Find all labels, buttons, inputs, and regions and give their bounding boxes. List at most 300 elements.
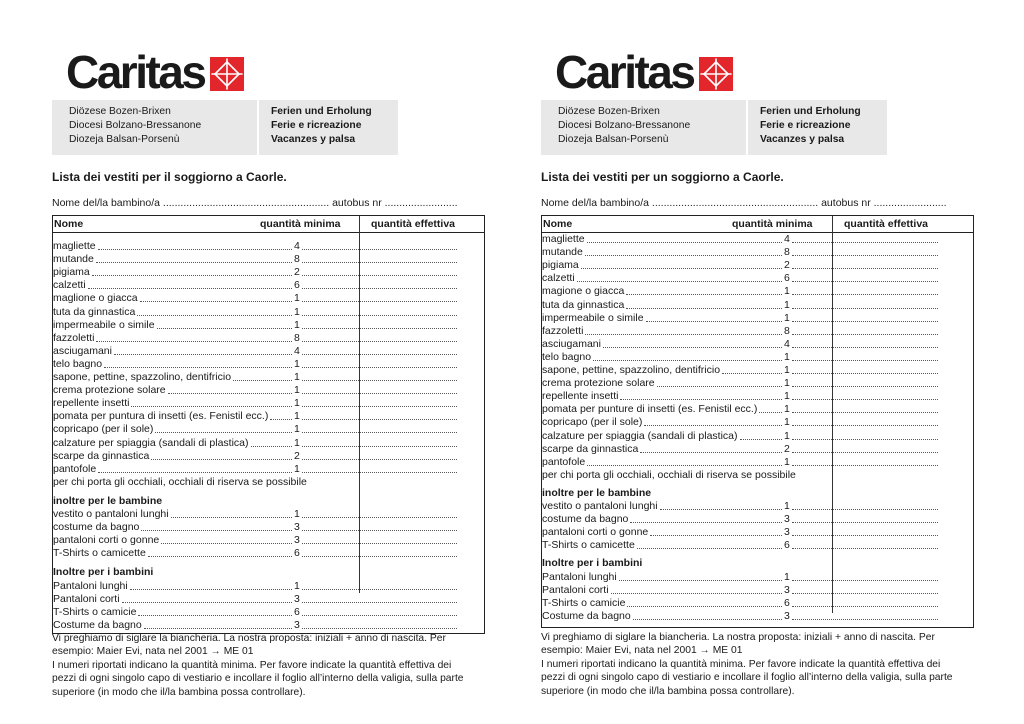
footer-note bbox=[52, 632, 492, 699]
min-qty: 4 bbox=[294, 344, 300, 357]
min-qty: 6 bbox=[294, 279, 300, 292]
dot-leader bbox=[137, 315, 292, 316]
min-qty: 6 bbox=[784, 539, 790, 552]
dot-leader bbox=[593, 360, 782, 361]
list-item bbox=[542, 500, 973, 513]
actual-qty-field[interactable] bbox=[302, 341, 457, 342]
dot-leader bbox=[646, 321, 782, 322]
item-name: pantofole bbox=[542, 455, 586, 468]
dot-leader bbox=[587, 465, 782, 466]
min-qty: 1 bbox=[784, 390, 790, 403]
department-name-it: Ferie e ricreazione bbox=[271, 120, 362, 131]
actual-qty-field[interactable] bbox=[792, 606, 938, 607]
section-boys: Inoltre per i bambini bbox=[542, 557, 643, 570]
min-qty: 3 bbox=[294, 521, 300, 534]
footer-line bbox=[541, 644, 981, 657]
actual-qty-field[interactable] bbox=[792, 522, 938, 523]
actual-qty-field[interactable] bbox=[792, 439, 938, 440]
dot-leader bbox=[131, 406, 292, 407]
item-name: telo bagno bbox=[53, 357, 103, 370]
list-item bbox=[53, 266, 484, 279]
actual-qty-field[interactable] bbox=[302, 262, 457, 263]
diocese-name-lad: Diozeja Balsan-Porsenù bbox=[69, 134, 180, 145]
actual-qty-field[interactable] bbox=[302, 459, 457, 460]
dot-leader bbox=[168, 393, 292, 394]
caritas-cross-icon bbox=[210, 57, 244, 91]
actual-qty-field[interactable] bbox=[792, 425, 938, 426]
min-qty: 3 bbox=[784, 583, 790, 596]
actual-qty-field[interactable] bbox=[302, 315, 457, 316]
footer-example: esempio: Maier Evi, nata nel 2001 bbox=[541, 645, 700, 657]
column-name: Nome bbox=[543, 218, 573, 230]
dot-leader bbox=[633, 619, 782, 620]
column-name: Nome bbox=[54, 218, 84, 230]
dot-leader bbox=[740, 439, 782, 440]
dot-leader bbox=[626, 308, 782, 309]
item-name: Pantaloni corti bbox=[542, 583, 609, 596]
actual-qty-field[interactable] bbox=[792, 386, 938, 387]
column-min-qty: quantità minima bbox=[260, 218, 341, 230]
item-name: asciugamani bbox=[542, 337, 601, 350]
min-qty: 1 bbox=[784, 377, 790, 390]
dot-leader bbox=[657, 386, 782, 387]
item-name: magliette bbox=[542, 233, 585, 245]
item-name: crema protezione solare bbox=[53, 384, 166, 397]
diocese-name-it: Diocesi Bolzano-Bressanone bbox=[69, 120, 202, 131]
item-name: maglione o giacca bbox=[53, 292, 138, 305]
dot-leader bbox=[96, 262, 292, 263]
dot-leader bbox=[587, 242, 782, 243]
diocese-name-de: Diözese Bozen-Brixen bbox=[69, 106, 171, 117]
min-qty: 2 bbox=[784, 442, 790, 455]
arrow-icon: → bbox=[699, 645, 710, 657]
diocese-header bbox=[541, 100, 887, 155]
min-qty: 4 bbox=[294, 240, 300, 252]
dot-leader bbox=[626, 294, 782, 295]
dot-leader bbox=[722, 373, 782, 374]
list-item bbox=[53, 547, 484, 560]
min-qty: 1 bbox=[294, 305, 300, 318]
actual-qty-field[interactable] bbox=[792, 360, 938, 361]
clothing-table bbox=[541, 215, 974, 628]
actual-qty-field[interactable] bbox=[792, 452, 938, 453]
item-name: T-Shirts o camicie bbox=[53, 605, 137, 618]
list-item bbox=[542, 416, 973, 429]
actual-qty-field[interactable] bbox=[792, 580, 938, 581]
footer-line: pezzi di ogni singolo capo di vestiario e incollare il foglio all’interno della valigia, sulla parte bbox=[541, 672, 953, 684]
min-qty: 4 bbox=[784, 233, 790, 245]
list-item bbox=[542, 351, 973, 364]
item-name: pantaloni corti o gonne bbox=[542, 526, 649, 539]
item-name: costume da bagno bbox=[53, 521, 140, 534]
min-qty: 8 bbox=[294, 253, 300, 266]
list-item bbox=[53, 463, 484, 476]
actual-qty-field[interactable] bbox=[302, 419, 457, 420]
list-item bbox=[542, 299, 973, 312]
list-item bbox=[53, 358, 484, 371]
min-qty: 1 bbox=[784, 298, 790, 311]
min-qty: 1 bbox=[784, 403, 790, 416]
min-qty: 3 bbox=[294, 592, 300, 605]
list-item bbox=[542, 597, 973, 610]
list-item bbox=[53, 292, 484, 305]
footer-line: superiore (in modo che il/la bambina possa controllare). bbox=[52, 686, 306, 698]
actual-qty-field[interactable] bbox=[792, 619, 938, 620]
dot-leader bbox=[611, 593, 782, 594]
actual-qty-field[interactable] bbox=[792, 373, 938, 374]
dot-leader bbox=[157, 328, 292, 329]
right-panel bbox=[541, 0, 981, 724]
min-qty: 1 bbox=[784, 455, 790, 468]
item-name: mutande bbox=[53, 253, 94, 266]
item-name: pantaloni corti o gonne bbox=[53, 534, 160, 547]
left-panel bbox=[52, 0, 492, 724]
department-name-lad: Vacanzes y palsa bbox=[760, 134, 845, 145]
list-item bbox=[542, 443, 973, 456]
caritas-logo bbox=[66, 46, 244, 98]
min-qty: 3 bbox=[784, 526, 790, 539]
min-qty: 1 bbox=[784, 429, 790, 442]
item-name: fazzoletti bbox=[542, 324, 584, 337]
diocese-header bbox=[52, 100, 398, 155]
list-item bbox=[542, 526, 973, 539]
actual-qty-field[interactable] bbox=[302, 301, 457, 302]
actual-qty-field[interactable] bbox=[302, 328, 457, 329]
item-name: scarpe da ginnastica bbox=[53, 449, 150, 462]
diocese-name-lad: Diozeja Balsan-Porsenù bbox=[558, 134, 669, 145]
actual-qty-field[interactable] bbox=[792, 281, 938, 282]
dot-leader bbox=[155, 432, 292, 433]
footer-line: I numeri riportati indicano la quantità minima. Per favore indicate la quantità effettiva dei bbox=[541, 658, 941, 670]
list-item bbox=[53, 423, 484, 436]
dot-leader bbox=[88, 288, 292, 289]
footer-note bbox=[541, 631, 981, 698]
caritas-cross-icon bbox=[699, 57, 733, 91]
actual-qty-field[interactable] bbox=[302, 602, 457, 603]
min-qty: 1 bbox=[784, 570, 790, 583]
actual-qty-field[interactable] bbox=[302, 380, 457, 381]
dot-leader bbox=[92, 275, 292, 276]
dot-leader bbox=[620, 399, 782, 400]
dot-leader bbox=[114, 354, 292, 355]
list-item bbox=[542, 325, 973, 338]
item-name: repellente insetti bbox=[542, 390, 619, 403]
min-qty: 8 bbox=[294, 331, 300, 344]
list-title: Lista dei vestiti per il soggiorno a Caorle. bbox=[52, 170, 287, 184]
min-qty: 1 bbox=[294, 357, 300, 370]
list-item bbox=[542, 571, 973, 584]
child-name-field: Nome del/la bambino/a ......................................................... autobus nr ......................... bbox=[52, 197, 458, 209]
list-item bbox=[53, 384, 484, 397]
list-item bbox=[542, 390, 973, 403]
item-name: Pantaloni corti bbox=[53, 592, 120, 605]
list-item bbox=[53, 606, 484, 619]
item-name: vestito o pantaloni lunghi bbox=[53, 508, 169, 520]
column-actual-qty: quantità effettiva bbox=[371, 218, 456, 230]
dot-leader bbox=[122, 602, 292, 603]
min-qty: 1 bbox=[784, 350, 790, 363]
footer-line: Vi preghiamo di siglare la biancheria. La nostra proposta: iniziali + anno di nascita. Per bbox=[541, 632, 935, 643]
dot-leader bbox=[251, 446, 292, 447]
min-qty: 1 bbox=[294, 508, 300, 520]
item-name: Costume da bagno bbox=[53, 618, 142, 631]
actual-qty-field[interactable] bbox=[302, 543, 457, 544]
item-name: pigiama bbox=[542, 259, 579, 272]
item-name: Pantaloni lunghi bbox=[542, 570, 617, 583]
actual-qty-field[interactable] bbox=[302, 472, 457, 473]
item-name: calzetti bbox=[542, 272, 575, 285]
glasses-note: per chi porta gli occhiali, occhiali di riserva se possibile bbox=[542, 468, 796, 481]
item-name: telo bagno bbox=[542, 350, 592, 363]
min-qty: 3 bbox=[784, 513, 790, 526]
list-item bbox=[53, 450, 484, 463]
dot-leader bbox=[577, 281, 782, 282]
actual-qty-field[interactable] bbox=[792, 334, 938, 335]
section-boys: Inoltre per i bambini bbox=[53, 566, 154, 579]
list-item bbox=[53, 521, 484, 534]
item-name: tuta da ginnastica bbox=[542, 298, 625, 311]
actual-qty-field[interactable] bbox=[302, 432, 457, 433]
list-item bbox=[542, 377, 973, 390]
item-name: tuta da ginnastica bbox=[53, 305, 136, 318]
min-qty: 1 bbox=[784, 364, 790, 376]
actual-qty-field[interactable] bbox=[792, 255, 938, 256]
footer-line: Vi preghiamo di siglare la biancheria. La nostra proposta: iniziali + anno di nascita. Per bbox=[52, 633, 446, 644]
dot-leader bbox=[619, 580, 782, 581]
item-name: impermeabile o simile bbox=[53, 318, 155, 331]
list-item bbox=[542, 259, 973, 272]
dot-leader bbox=[660, 509, 782, 510]
dot-leader bbox=[161, 543, 292, 544]
list-item bbox=[542, 610, 973, 623]
item-name: pomata per puntura di insetti (es. Fenistil ecc.) bbox=[53, 410, 269, 423]
min-qty: 8 bbox=[784, 324, 790, 337]
min-qty: 1 bbox=[784, 500, 790, 512]
list-item bbox=[542, 233, 973, 246]
actual-qty-field[interactable] bbox=[792, 412, 938, 413]
dot-leader bbox=[140, 301, 292, 302]
min-qty: 4 bbox=[784, 337, 790, 350]
min-qty: 1 bbox=[294, 579, 300, 592]
dot-leader bbox=[650, 535, 782, 536]
dot-leader bbox=[151, 459, 292, 460]
dot-leader bbox=[640, 452, 782, 453]
section-girls: inoltre per le bambine bbox=[542, 486, 652, 499]
actual-qty-field[interactable] bbox=[302, 615, 457, 616]
actual-qty-field[interactable] bbox=[302, 288, 457, 289]
dot-leader bbox=[104, 367, 292, 368]
column-min-qty: quantità minima bbox=[732, 218, 813, 230]
list-item bbox=[53, 410, 484, 423]
dot-leader bbox=[96, 341, 292, 342]
item-name: asciugamani bbox=[53, 344, 112, 357]
item-name: sapone, pettine, spazzolino, dentifricio bbox=[53, 371, 232, 383]
dot-leader bbox=[627, 606, 782, 607]
department-names bbox=[748, 100, 861, 155]
actual-qty-field[interactable] bbox=[302, 406, 457, 407]
min-qty: 2 bbox=[294, 266, 300, 279]
item-name: vestito o pantaloni lunghi bbox=[542, 500, 658, 512]
item-name: Costume da bagno bbox=[542, 609, 631, 622]
actual-qty-field[interactable] bbox=[302, 556, 457, 557]
actual-qty-field[interactable] bbox=[792, 509, 938, 510]
min-qty: 2 bbox=[784, 259, 790, 272]
min-qty: 6 bbox=[294, 605, 300, 618]
item-name: scarpe da ginnastica bbox=[542, 442, 639, 455]
actual-qty-field[interactable] bbox=[302, 517, 457, 518]
item-name: costume da bagno bbox=[542, 513, 629, 526]
item-name: impermeabile o simile bbox=[542, 311, 644, 324]
item-name: crema protezione solare bbox=[542, 377, 655, 390]
item-name: T-Shirts o camicie bbox=[542, 596, 626, 609]
item-name: magliette bbox=[53, 240, 96, 252]
actual-qty-field[interactable] bbox=[792, 242, 938, 243]
actual-qty-field[interactable] bbox=[302, 367, 457, 368]
list-item bbox=[542, 539, 973, 552]
list-item bbox=[542, 272, 973, 285]
list-item bbox=[542, 513, 973, 526]
footer-line bbox=[52, 645, 492, 658]
list-item bbox=[542, 364, 973, 377]
min-qty: 6 bbox=[784, 596, 790, 609]
item-name: copricapo (per il sole) bbox=[53, 423, 154, 436]
list-item bbox=[53, 332, 484, 345]
list-item bbox=[53, 306, 484, 319]
actual-qty-field[interactable] bbox=[302, 589, 457, 590]
diocese-names bbox=[541, 100, 748, 155]
dot-leader bbox=[144, 628, 292, 629]
item-name: pigiama bbox=[53, 266, 90, 279]
dot-leader bbox=[644, 425, 782, 426]
footer-line: pezzi di ogni singolo capo di vestiario e incollare il foglio all’interno della valigia, sulla parte bbox=[52, 673, 464, 685]
min-qty: 1 bbox=[294, 397, 300, 410]
footer-line: I numeri riportati indicano la quantità minima. Per favore indicate la quantità effettiva dei bbox=[52, 659, 452, 671]
min-qty: 1 bbox=[784, 311, 790, 324]
item-name: copricapo (per il sole) bbox=[542, 416, 643, 429]
actual-qty-field[interactable] bbox=[792, 535, 938, 536]
diocese-name-de: Diözese Bozen-Brixen bbox=[558, 106, 660, 117]
item-name: mutande bbox=[542, 246, 583, 259]
list-item bbox=[542, 246, 973, 259]
caritas-wordmark: Caritas bbox=[555, 46, 694, 98]
caritas-logo bbox=[555, 46, 733, 98]
list-item bbox=[53, 508, 484, 521]
min-qty: 1 bbox=[784, 285, 790, 298]
section-girls: inoltre per le bambine bbox=[53, 494, 163, 507]
table-header bbox=[53, 216, 484, 233]
table-header bbox=[542, 216, 973, 233]
actual-qty-field[interactable] bbox=[792, 465, 938, 466]
department-names bbox=[259, 100, 372, 155]
actual-qty-field[interactable] bbox=[792, 294, 938, 295]
item-name: pantofole bbox=[53, 462, 97, 475]
item-name: sapone, pettine, spazzolino, dentifricio bbox=[542, 364, 721, 376]
min-qty: 1 bbox=[784, 416, 790, 429]
item-name: pomata per punture di insetti (es. Fenistil ecc.) bbox=[542, 403, 758, 416]
min-qty: 2 bbox=[294, 449, 300, 462]
actual-qty-field[interactable] bbox=[792, 308, 938, 309]
min-qty: 1 bbox=[294, 384, 300, 397]
min-qty: 8 bbox=[784, 246, 790, 259]
dot-leader bbox=[603, 347, 782, 348]
min-qty: 3 bbox=[784, 609, 790, 622]
list-item bbox=[53, 397, 484, 410]
list-item bbox=[53, 240, 484, 253]
actual-qty-field[interactable] bbox=[302, 446, 457, 447]
list-item bbox=[53, 371, 484, 384]
actual-qty-field[interactable] bbox=[792, 347, 938, 348]
child-name-field: Nome del/la bambino/a ......................................................... autobus nr ......................... bbox=[541, 197, 947, 209]
list-item bbox=[53, 593, 484, 606]
list-item bbox=[53, 580, 484, 593]
item-name: repellente insetti bbox=[53, 397, 130, 410]
list-item bbox=[542, 430, 973, 443]
min-qty: 3 bbox=[294, 618, 300, 631]
actual-qty-field[interactable] bbox=[302, 249, 457, 250]
caritas-wordmark: Caritas bbox=[66, 46, 205, 98]
dot-leader bbox=[171, 517, 292, 518]
dot-leader bbox=[585, 334, 782, 335]
footer-initials: ME 01 bbox=[709, 645, 743, 657]
list-item bbox=[542, 456, 973, 469]
min-qty: 1 bbox=[294, 462, 300, 475]
glasses-note: per chi porta gli occhiali, occhiali di riserva se possibile bbox=[53, 475, 307, 488]
actual-qty-field[interactable] bbox=[792, 548, 938, 549]
actual-qty-field[interactable] bbox=[302, 393, 457, 394]
actual-qty-field[interactable] bbox=[302, 530, 457, 531]
item-name: T-Shirts o camicette bbox=[53, 547, 146, 560]
list-item bbox=[53, 619, 484, 632]
min-qty: 6 bbox=[294, 547, 300, 560]
list-item bbox=[542, 285, 973, 298]
item-name: T-Shirts o camicette bbox=[542, 539, 635, 552]
actual-qty-field[interactable] bbox=[302, 628, 457, 629]
actual-qty-field[interactable] bbox=[792, 321, 938, 322]
actual-qty-field[interactable] bbox=[792, 268, 938, 269]
dot-leader bbox=[759, 412, 782, 413]
item-name: calzature per spiaggia (sandali di plastica) bbox=[53, 436, 249, 449]
dot-leader bbox=[98, 472, 292, 473]
department-name-lad: Vacanzes y palsa bbox=[271, 134, 356, 145]
dot-leader bbox=[630, 522, 782, 523]
dot-leader bbox=[581, 268, 782, 269]
actual-qty-field[interactable] bbox=[792, 399, 938, 400]
item-name: calzetti bbox=[53, 279, 86, 292]
min-qty: 1 bbox=[294, 423, 300, 436]
list-item bbox=[542, 312, 973, 325]
item-name: calzature per spiaggia (sandali di plastica) bbox=[542, 429, 738, 442]
actual-qty-field[interactable] bbox=[792, 593, 938, 594]
actual-qty-field[interactable] bbox=[302, 354, 457, 355]
list-item bbox=[53, 279, 484, 292]
min-qty: 1 bbox=[294, 371, 300, 383]
list-item bbox=[53, 319, 484, 332]
list-item bbox=[542, 338, 973, 351]
item-name: magione o giacca bbox=[542, 285, 625, 298]
dot-leader bbox=[585, 255, 782, 256]
dot-leader bbox=[141, 530, 292, 531]
list-item bbox=[542, 403, 973, 416]
list-item bbox=[53, 253, 484, 266]
actual-qty-field[interactable] bbox=[302, 275, 457, 276]
list-item bbox=[542, 584, 973, 597]
department-name-it: Ferie e ricreazione bbox=[760, 120, 851, 131]
diocese-name-it: Diocesi Bolzano-Bressanone bbox=[558, 120, 691, 131]
footer-initials: ME 01 bbox=[220, 646, 254, 658]
department-name-de: Ferien und Erholung bbox=[271, 106, 372, 117]
min-qty: 1 bbox=[294, 318, 300, 331]
clothing-table bbox=[52, 215, 485, 634]
